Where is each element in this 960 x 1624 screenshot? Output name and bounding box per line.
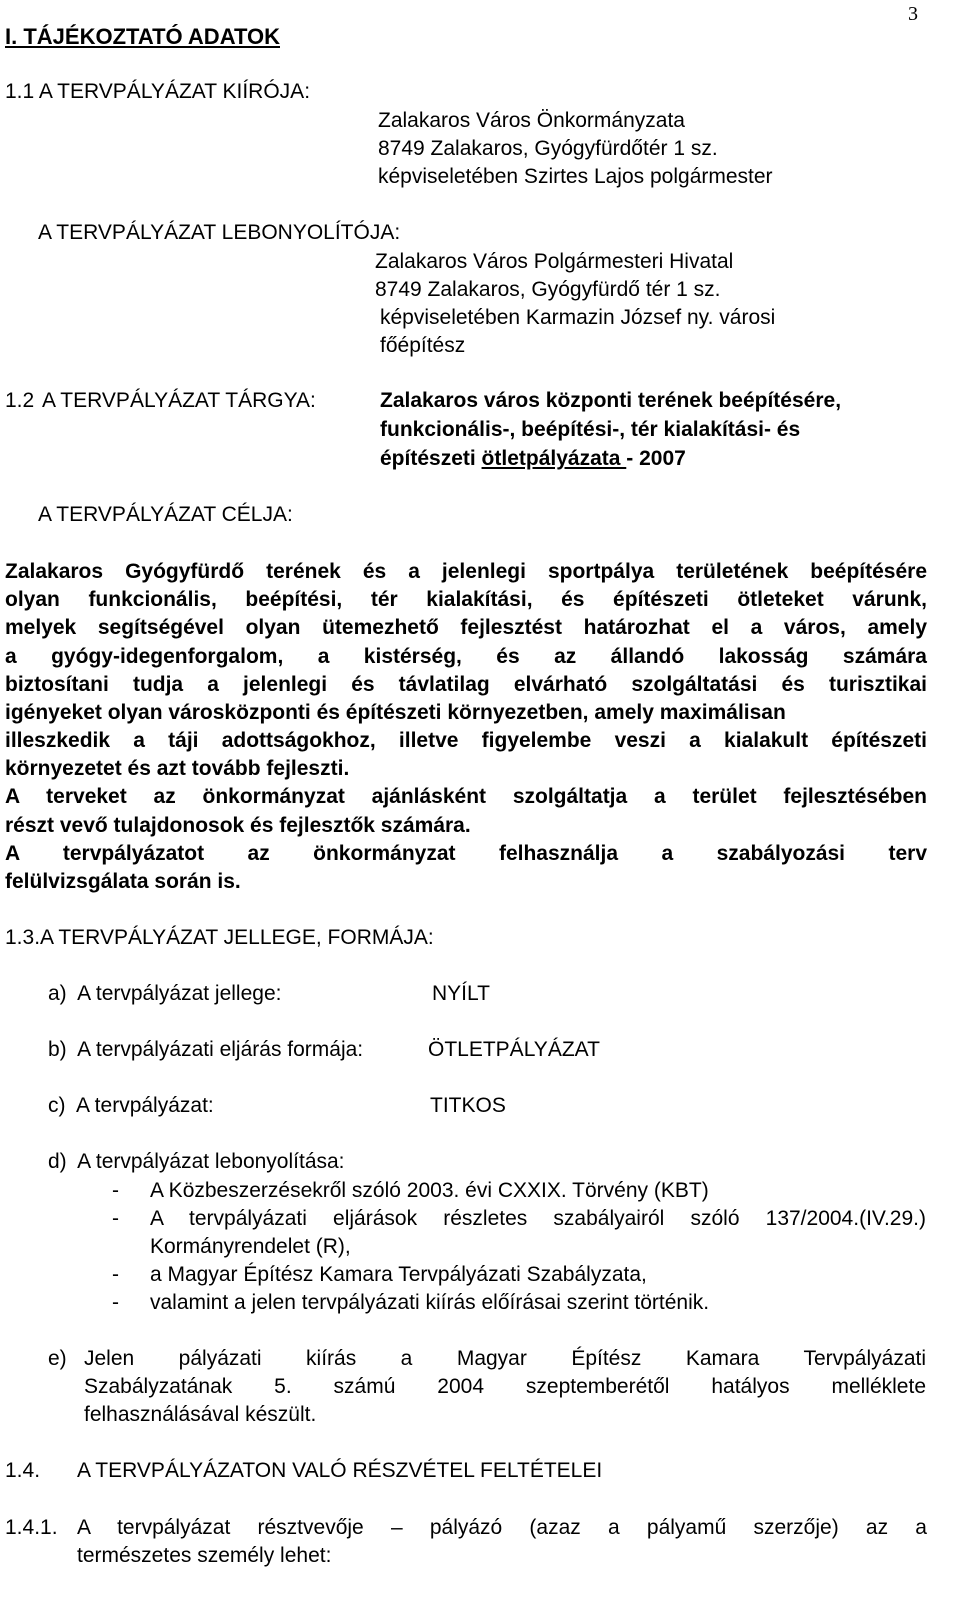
subject-text: funkcionális-, beépítési-, tér kialakítási- és	[380, 418, 801, 441]
issuer-line: képviseletében Szirtes Lajos polgármester	[378, 165, 773, 188]
item-b-value: ÖTLETPÁLYÁZAT	[428, 1038, 600, 1061]
goal-line: a gyógy-idegenforgalom, a kistérség, és az állandó lakosság számára	[5, 645, 927, 668]
goal-line: részt vevő tulajdonosok és fejlesztők számára.	[5, 814, 471, 837]
goal-line: illeszkedik a táji adottságokhoz, illetve figyelembe veszi a kialakult építészeti	[5, 729, 927, 752]
goal-line: olyan funkcionális, beépítési, tér kialakítási, és építészeti ötleteket várunk,	[5, 588, 927, 611]
item-b-label: b) A tervpályázati eljárás formája:	[48, 1038, 364, 1061]
goal-heading: A TERVPÁLYÁZAT CÉLJA:	[38, 503, 293, 526]
list-item: a Magyar Építész Kamara Tervpályázati Szabályzata,	[150, 1263, 647, 1286]
organizer-line: képviseletében Karmazin József ny. városi	[380, 306, 776, 329]
goal-line: melyek segítségével olyan ütemezhető fejlesztést határozhat el a város, amely	[5, 616, 927, 639]
issuer-heading: 1.1 A TERVPÁLYÁZAT KIÍRÓJA:	[5, 80, 311, 103]
subject-text-pre: építészeti	[380, 447, 482, 470]
organizer-heading: A TERVPÁLYÁZAT LEBONYOLÍTÓJA:	[38, 221, 401, 244]
nature-heading: 1.3.A TERVPÁLYÁZAT JELLEGE, FORMÁJA:	[5, 926, 434, 949]
subject-heading: A TERVPÁLYÁZAT TÁRGYA:	[42, 389, 316, 412]
item-e-label: e)	[48, 1347, 67, 1370]
item-a-value: NYÍLT	[432, 982, 490, 1005]
item-e-line: Jelen pályázati kiírás a Magyar Építész Kamara Tervpályázati	[84, 1347, 926, 1370]
item-e-line: Szabályzatának 5. számú 2004 szeptemberétől hatályos melléklete	[84, 1375, 926, 1398]
organizer-line: 8749 Zalakaros, Gyógyfürdő tér 1 sz.	[375, 278, 721, 301]
item-e-line: felhasználásával készült.	[84, 1403, 317, 1426]
list-item: Kormányrendelet (R),	[150, 1235, 351, 1258]
subject-text	[380, 448, 686, 469]
issuer-line: Zalakaros Város Önkormányzata	[378, 109, 685, 132]
goal-line: Zalakaros Gyógyfürdő terének és a jelenlegi sportpálya területének beépítésére	[5, 560, 927, 583]
list-item: A Közbeszerzésekről szóló 2003. évi CXXIX. Törvény (KBT)	[150, 1179, 709, 1202]
participation-number: 1.4.	[5, 1459, 41, 1482]
goal-line: felülvizsgálata során is.	[5, 870, 241, 893]
section-title: I. TÁJÉKOZTATÓ ADATOK	[5, 24, 280, 49]
goal-line: A terveket az önkormányzat ajánlásként szolgáltatja a terület fejlesztésében	[5, 785, 927, 808]
list-dash: -	[112, 1291, 119, 1314]
item-a-label: a) A tervpályázat jellege:	[48, 982, 282, 1005]
list-dash: -	[112, 1179, 119, 1202]
goal-line: igényeket olyan városközponti és építészeti környezetben, amely maximálisan	[5, 701, 786, 724]
organizer-line: Zalakaros Város Polgármesteri Hivatal	[375, 250, 734, 273]
list-item: valamint a jelen tervpályázati kiírás előírásai szerint történik.	[150, 1291, 710, 1314]
page-number: 3	[908, 3, 918, 25]
list-item: A tervpályázati eljárások részletes szabályairól szóló 137/2004.(IV.29.)	[150, 1207, 926, 1230]
item-d-label: d) A tervpályázat lebonyolítása:	[48, 1150, 345, 1173]
issuer-line: 8749 Zalakaros, Gyógyfürdőtér 1 sz.	[378, 137, 718, 160]
goal-line: A tervpályázatot az önkormányzat felhasználja a szabályozási terv	[5, 842, 927, 865]
organizer-line: főépítész	[380, 334, 466, 357]
list-dash: -	[112, 1263, 119, 1286]
item-c-value: TITKOS	[430, 1094, 506, 1117]
subject-text-underlined: ötletpályázata	[481, 447, 627, 470]
participation-heading: A TERVPÁLYÁZATON VALÓ RÉSZVÉTEL FELTÉTELEI	[77, 1459, 603, 1482]
item-c-label: c) A tervpályázat:	[48, 1094, 214, 1117]
participant-line: természetes személy lehet:	[77, 1544, 332, 1567]
list-dash: -	[112, 1207, 119, 1230]
participant-line: A tervpályázat résztvevője – pályázó (azaz a pályamű szerzője) az a	[77, 1516, 927, 1539]
subject-text-year: - 2007	[626, 447, 686, 470]
goal-line: biztosítani tudja a jelenlegi és távlatilag elvárható szolgáltatási és turisztikai	[5, 673, 927, 696]
participant-number: 1.4.1.	[5, 1516, 58, 1539]
goal-line: környezetet és azt tovább fejleszti.	[5, 757, 350, 780]
subject-number: 1.2	[5, 389, 35, 412]
subject-text: Zalakaros város központi terének beépítésére,	[380, 389, 842, 412]
